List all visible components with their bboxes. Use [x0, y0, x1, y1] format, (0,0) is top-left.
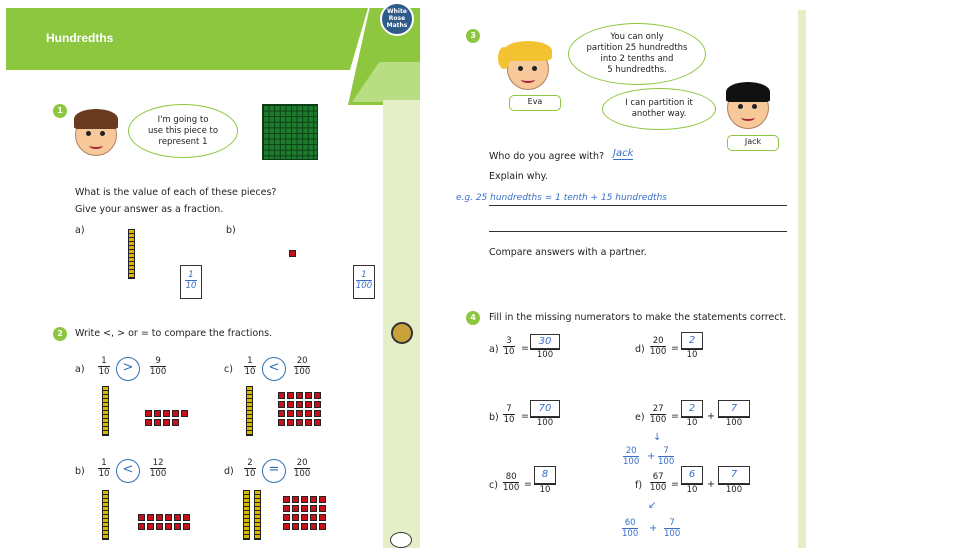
q4-e-work-fraction-2: [658, 446, 674, 467]
work-plus-sign: +: [647, 451, 656, 462]
denominator: 10: [98, 469, 110, 479]
q2-a-left-fraction: [98, 356, 110, 377]
denominator: 100: [664, 529, 681, 539]
q4-c-left-fraction: [503, 472, 519, 493]
hundredth-cube: [305, 401, 312, 408]
q1-b-denominator: 100: [355, 281, 373, 291]
q1-prompt-1: What is the value of each of these pieces?: [75, 187, 277, 198]
equals-sign: =: [521, 343, 529, 354]
q4-e-hundredths-fraction: [718, 400, 750, 428]
q4-c-right-fraction: [534, 466, 556, 495]
numerator: 20: [296, 356, 308, 366]
eva-nameplate: Eva: [509, 95, 561, 111]
numerator-box[interactable]: 2: [681, 332, 703, 349]
denominator: 100: [623, 457, 640, 467]
hundredth-cube: [278, 419, 285, 426]
equals-sign: =: [671, 479, 679, 490]
hundredth-cube: [296, 392, 303, 399]
hundredth-cube: [319, 496, 326, 503]
plus-sign: +: [707, 411, 715, 422]
hundredth-cube: [283, 505, 290, 512]
hundredth-cube: [163, 410, 170, 417]
hundredth-cube: [310, 496, 317, 503]
hundredth-cube: [174, 523, 181, 530]
q2-a-right-fraction: [150, 356, 166, 377]
denominator: 10: [503, 415, 515, 425]
denominator: 100: [536, 350, 554, 360]
q1-a-label: a): [75, 225, 85, 236]
hundredth-cube: [310, 523, 317, 530]
hundred-square: [262, 104, 318, 160]
denominator: 100: [294, 469, 311, 479]
hundredth-cube: [181, 410, 188, 417]
numerator: 20: [296, 458, 308, 468]
q2-c-left-fraction: [244, 356, 256, 377]
q2-c-label: c): [224, 364, 233, 375]
hundredth-cube: [147, 514, 154, 521]
denominator: 100: [536, 418, 554, 428]
question-4-number: 4: [466, 311, 480, 325]
denominator: 10: [686, 350, 698, 360]
q2-a-answer-circle: >: [116, 357, 140, 381]
hundredth-cube: [172, 419, 179, 426]
tenth-rod: [128, 229, 135, 279]
owl-icon: [391, 322, 413, 344]
denominator: 100: [725, 485, 743, 495]
q3-explain-prompt: Explain why.: [489, 171, 548, 182]
down-arrow-icon: ↓: [653, 432, 662, 443]
hundredth-cube: [301, 505, 308, 512]
q2-d-label: d): [224, 466, 234, 477]
hundredth-cube: [296, 410, 303, 417]
girl-avatar: [75, 114, 117, 156]
question-2-number: 2: [53, 327, 67, 341]
denominator: 100: [650, 415, 667, 425]
numerator: 1: [101, 356, 107, 366]
jack-nameplate: Jack: [727, 135, 779, 151]
q1-b-numerator: 1: [361, 270, 367, 280]
hundredth-cube: [145, 419, 152, 426]
plus-sign: +: [707, 479, 715, 490]
equals-sign: =: [671, 411, 679, 422]
q1-prompt-2: Give your answer as a fraction.: [75, 204, 224, 215]
q2-a-tenth-rod: [102, 386, 109, 436]
equals-sign: =: [521, 411, 529, 422]
hundredth-cube: [138, 514, 145, 521]
q3-agree-prompt: Who do you agree with?: [489, 151, 605, 162]
hundredth-cube: [183, 514, 190, 521]
question-3-number: 3: [466, 29, 480, 43]
hundredth-cube: [310, 505, 317, 512]
q4-d-label: d): [635, 344, 645, 355]
down-left-arrow-icon: ↙: [648, 500, 657, 511]
denominator: 10: [539, 485, 551, 495]
hundredth-cube: [183, 523, 190, 530]
numerator: 3: [506, 336, 512, 346]
question-1-number: 1: [53, 104, 67, 118]
q4-d-right-fraction: [681, 332, 703, 360]
hundredth-cube: [283, 514, 290, 521]
numerator: 7: [663, 446, 669, 456]
q4-a-right-fraction: [530, 334, 560, 360]
work-plus-sign: +: [649, 523, 658, 534]
q1-a-numerator: 1: [188, 270, 194, 280]
hundredth-cube: [314, 392, 321, 399]
hundredth-cube: [287, 392, 294, 399]
q4-f-work-fraction-1: [622, 518, 638, 539]
denominator: 10: [244, 367, 256, 377]
denominator: 100: [294, 367, 311, 377]
denominator: 10: [503, 347, 515, 357]
numerator: 7: [669, 518, 675, 528]
numerator: 1: [101, 458, 107, 468]
q4-f-work-fraction-2: [664, 518, 680, 539]
q2-b-answer-circle: <: [116, 459, 140, 483]
hundredth-cube: [147, 523, 154, 530]
denominator: 100: [150, 469, 167, 479]
q4-b-left-fraction: [503, 404, 515, 425]
numerator-box[interactable]: 6: [681, 466, 703, 484]
numerator-box[interactable]: 30: [530, 334, 560, 349]
numerator: 27: [652, 404, 664, 414]
hundredth-cube: [305, 410, 312, 417]
q2-b-tenth-rod: [102, 490, 109, 540]
q2-d-tenth-rod-2: [254, 490, 261, 540]
hundredth-cube: [292, 496, 299, 503]
q4-d-left-fraction: [650, 336, 666, 357]
q2-prompt: Write <, > or = to compare the fractions.: [75, 328, 273, 339]
hundredth-cube: [289, 250, 296, 257]
denominator: 100: [650, 483, 667, 493]
numerator: 80: [505, 472, 517, 482]
hundredth-cube: [319, 505, 326, 512]
page-curl-icon: [390, 532, 412, 548]
hundredth-cube: [154, 419, 161, 426]
hundredth-cube: [292, 523, 299, 530]
q4-prompt: Fill in the missing numerators to make the statements correct.: [489, 312, 787, 323]
q4-f-tenths-fraction: [681, 466, 703, 495]
q1-a-denominator: 10: [185, 281, 197, 291]
numerator: 9: [155, 356, 161, 366]
hundredth-cube: [319, 523, 326, 530]
q4-b-label: b): [489, 412, 499, 423]
hundredth-cube: [292, 514, 299, 521]
hundredth-cube: [283, 523, 290, 530]
hundredth-cube: [278, 410, 285, 417]
eva-avatar: [507, 48, 549, 90]
hundredth-cube: [172, 410, 179, 417]
eva-speech-bubble: You can only partition 25 hundredths into 2 tenths and 5 hundredths.: [568, 23, 706, 85]
hundredth-cube: [301, 514, 308, 521]
hundredth-cube: [314, 410, 321, 417]
numerator: 20: [625, 446, 637, 456]
numerator: 12: [152, 458, 164, 468]
jack-avatar: [727, 87, 769, 129]
denominator: 100: [650, 347, 667, 357]
hundredth-cube: [156, 523, 163, 530]
equals-sign: =: [671, 343, 679, 354]
q4-c-label: c): [489, 480, 498, 491]
jack-speech-bubble: I can partition it another way.: [602, 88, 716, 130]
hundredth-cube: [305, 392, 312, 399]
hundredth-cube: [156, 514, 163, 521]
q4-b-right-fraction: [530, 400, 560, 428]
q3-compare-prompt: Compare answers with a partner.: [489, 247, 647, 258]
denominator: 100: [658, 457, 675, 467]
denominator: 10: [98, 367, 110, 377]
page-title: Hundredths: [46, 31, 114, 45]
numerator-box[interactable]: 8: [534, 466, 556, 484]
q1-b-label: b): [226, 225, 236, 236]
q4-a-label: a): [489, 344, 499, 355]
q4-a-left-fraction: [503, 336, 515, 357]
q2-b-right-fraction: [150, 458, 166, 479]
denominator: 100: [725, 418, 743, 428]
numerator-box[interactable]: 7: [718, 400, 750, 417]
q2-d-left-fraction: [244, 458, 256, 479]
denominator: 10: [686, 418, 698, 428]
denominator: 100: [622, 529, 639, 539]
q1-b-answer-box: [353, 265, 375, 299]
hundredth-cube: [287, 401, 294, 408]
hundredth-cube: [138, 523, 145, 530]
q2-c-tenth-rod: [246, 386, 253, 436]
denominator: 100: [150, 367, 167, 377]
hundredth-cube: [154, 410, 161, 417]
q2-d-tenth-rod-1: [243, 490, 250, 540]
hundredth-cube: [283, 496, 290, 503]
hundredth-cube: [305, 419, 312, 426]
numerator-box[interactable]: 7: [718, 466, 750, 484]
q4-e-tenths-fraction: [681, 400, 703, 428]
q1-a-answer-box: [180, 265, 202, 299]
hundredth-cube: [163, 419, 170, 426]
numerator: 60: [624, 518, 636, 528]
q2-b-left-fraction: [98, 458, 110, 479]
q2-d-answer-circle: =: [262, 459, 286, 483]
hundredth-cube: [278, 401, 285, 408]
q4-f-left-fraction: [650, 472, 666, 493]
hundredth-cube: [310, 514, 317, 521]
hundredth-cube: [314, 419, 321, 426]
equals-sign: =: [524, 479, 532, 490]
numerator-box[interactable]: 2: [681, 400, 703, 417]
denominator: 100: [503, 483, 520, 493]
q2-d-right-fraction: [294, 458, 310, 479]
hundredth-cube: [301, 523, 308, 530]
q2-c-answer-circle: <: [262, 357, 286, 381]
denominator: 10: [244, 469, 256, 479]
q2-c-right-fraction: [294, 356, 310, 377]
hundredth-cube: [292, 505, 299, 512]
white-rose-maths-logo: White Rose Maths: [380, 2, 414, 36]
hundredth-cube: [174, 514, 181, 521]
q4-f-hundredths-fraction: [718, 466, 750, 495]
hundredth-cube: [145, 410, 152, 417]
numerator: 1: [247, 356, 253, 366]
hundredth-cube: [287, 410, 294, 417]
hundredth-cube: [278, 392, 285, 399]
denominator: 10: [686, 485, 698, 495]
hundredth-cube: [296, 419, 303, 426]
q4-f-label: f): [635, 480, 643, 491]
answer-line-2: [489, 231, 787, 232]
q2-a-label: a): [75, 364, 85, 375]
q4-e-label: e): [635, 412, 645, 423]
q3-agree-answer: Jack: [613, 148, 634, 159]
hundredth-cube: [314, 401, 321, 408]
hundredth-cube: [287, 419, 294, 426]
numerator: 20: [652, 336, 664, 346]
hundredth-cube: [319, 514, 326, 521]
hundredth-cube: [165, 514, 172, 521]
hundredth-cube: [301, 496, 308, 503]
answer-line-1: [489, 205, 787, 206]
numerator: 67: [652, 472, 664, 482]
numerator: 2: [247, 458, 253, 468]
right-page-edge: [798, 10, 806, 548]
q4-e-left-fraction: [650, 404, 666, 425]
q1-speech-bubble: I'm going to use this piece to represent 1: [128, 104, 238, 158]
numerator: 7: [506, 404, 512, 414]
q3-explain-answer: e.g. 25 hundredths = 1 tenth + 15 hundredths: [456, 193, 667, 203]
numerator-box[interactable]: 70: [530, 400, 560, 417]
q2-b-label: b): [75, 466, 85, 477]
hundredth-cube: [165, 523, 172, 530]
q4-e-work-fraction-1: [623, 446, 639, 467]
hundredth-cube: [296, 401, 303, 408]
